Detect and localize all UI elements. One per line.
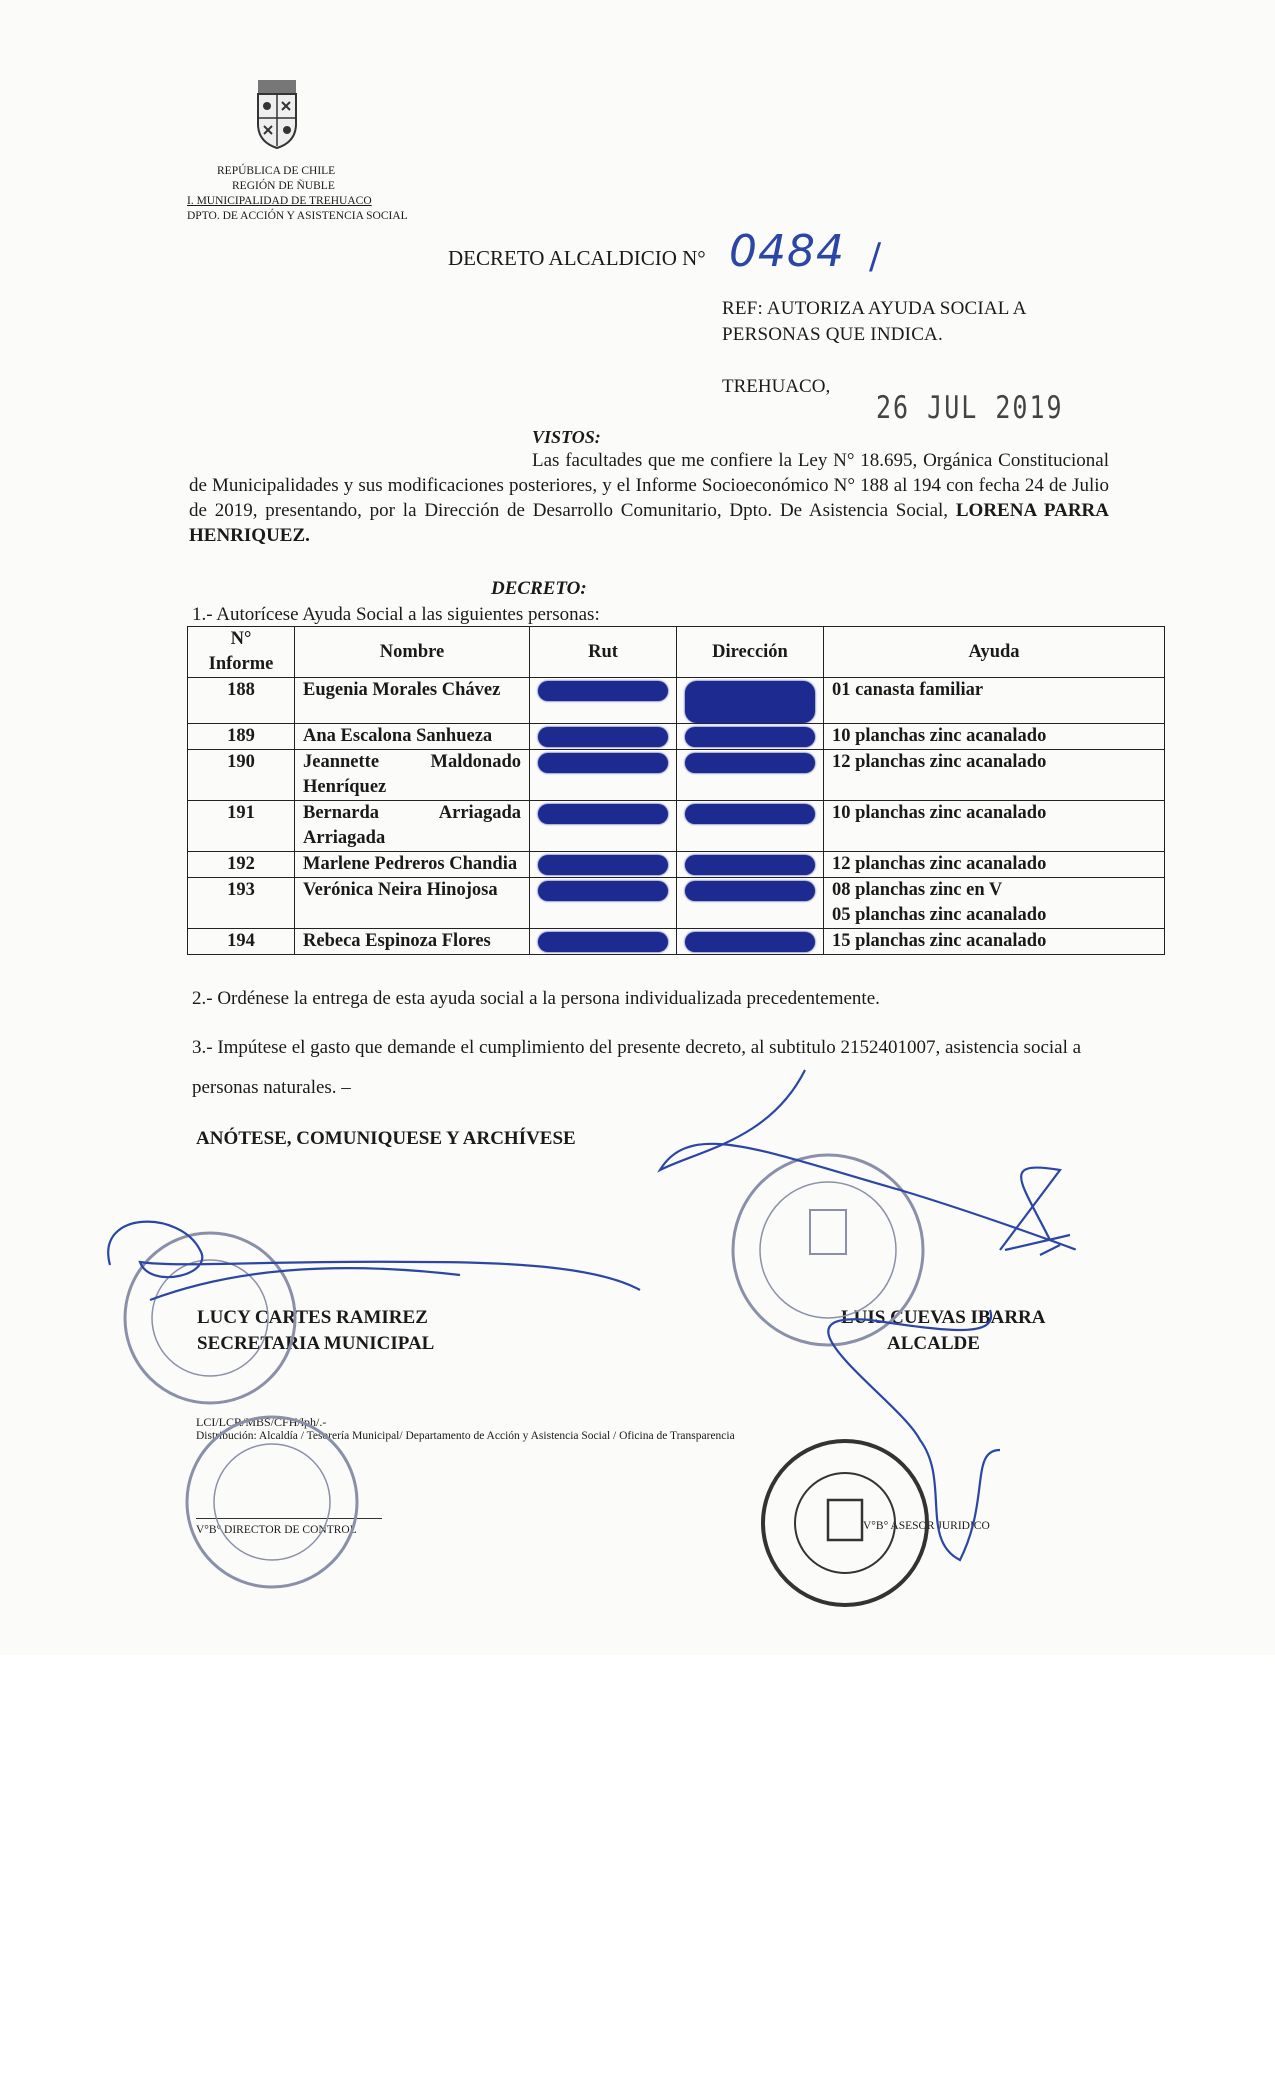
vb-juridico: V°B° ASESOR JURIDICO xyxy=(863,1520,990,1532)
cell-nombre: Jeannette Maldonado Henríquez xyxy=(295,750,530,801)
cell-direccion-redacted xyxy=(677,929,824,955)
cell-rut-redacted xyxy=(530,929,677,955)
cell-informe: 190 xyxy=(188,750,295,801)
vb-control: V°B° DIRECTOR DE CONTROL xyxy=(196,1524,357,1536)
header-region: REGIÓN DE ÑUBLE xyxy=(232,180,335,192)
vistos-responsible-name: LORENA PARRA HENRIQUEZ. xyxy=(189,500,1110,546)
cell-ayuda: 12 planchas zinc acanalado xyxy=(824,852,1165,878)
reference-line-1: REF: AUTORIZA AYUDA SOCIAL A xyxy=(722,298,1027,319)
place-label: TREHUACO, xyxy=(722,376,831,397)
col-header-nombre: Nombre xyxy=(295,627,530,678)
cell-rut-redacted xyxy=(530,878,677,929)
cell-informe: 188 xyxy=(188,678,295,724)
redaction-mark xyxy=(538,753,668,773)
cell-direccion-redacted xyxy=(677,750,824,801)
redaction-mark xyxy=(685,855,815,875)
redaction-mark xyxy=(685,681,815,723)
redaction-mark xyxy=(538,804,668,824)
cell-direccion-redacted xyxy=(677,852,824,878)
signature-secretary xyxy=(197,1305,434,1357)
cell-nombre: Eugenia Morales Chávez xyxy=(295,678,530,724)
cell-direccion-redacted xyxy=(677,724,824,750)
vistos-paragraph xyxy=(189,448,1109,548)
redaction-mark xyxy=(538,855,668,875)
decree-title: DECRETO ALCALDICIO N° xyxy=(448,246,706,270)
table-row xyxy=(188,724,1165,750)
distribution-line: Distribución: Alcaldía / Tesorería Municipal/ Departamento de Acción y Asistencia Social / Oficina de Transparencia xyxy=(196,1430,735,1442)
col-header-direccion: Dirección xyxy=(677,627,824,678)
cell-nombre: Verónica Neira Hinojosa xyxy=(295,878,530,929)
cell-direccion-redacted xyxy=(677,801,824,852)
reference-line-2: PERSONAS QUE INDICA. xyxy=(722,324,943,345)
redaction-mark xyxy=(538,881,668,901)
redaction-mark xyxy=(685,727,815,747)
table-row xyxy=(188,878,1165,929)
cell-informe: 192 xyxy=(188,852,295,878)
header-municipality: I. MUNICIPALIDAD DE TREHUACO xyxy=(187,195,372,207)
aid-table xyxy=(187,626,1165,955)
redaction-mark xyxy=(685,753,815,773)
col-header-rut: Rut xyxy=(530,627,677,678)
vistos-text: Las facultades que me confiere la Ley N° 18.695, Orgánica Constitucional de Municipalidades y sus modificaciones posteriores, y el Informe Socioeconómico N° 188 al 194 con fecha 24 de Julio de 2019, presentando, por la Dirección de Desarrollo Comunitario, Dpto. De Asistencia Social, xyxy=(189,450,1109,521)
cell-informe: 189 xyxy=(188,724,295,750)
decree-number-slash: / xyxy=(869,236,882,277)
cell-ayuda: 12 planchas zinc acanalado xyxy=(824,750,1165,801)
aid-table-header xyxy=(188,627,1165,678)
cell-nombre: Bernarda Arriagada Arriagada xyxy=(295,801,530,852)
cell-rut-redacted xyxy=(530,678,677,724)
redaction-mark xyxy=(685,881,815,901)
decreto-item-3: 3.- Impútese el gasto que demande el cumplimiento del presente decreto, al subtitulo 2152401007, asistencia social a personas naturales. – xyxy=(192,1037,1082,1098)
table-row xyxy=(188,801,1165,852)
col-header-ayuda: Ayuda xyxy=(824,627,1165,678)
cell-ayuda: 15 planchas zinc acanalado xyxy=(824,929,1165,955)
table-row xyxy=(188,929,1165,955)
col-header-informe: N° Informe xyxy=(188,627,295,678)
redaction-mark xyxy=(685,804,815,824)
closing-formula: ANÓTESE, COMUNIQUESE Y ARCHÍVESE xyxy=(196,1128,576,1149)
cell-ayuda: 10 planchas zinc acanalado xyxy=(824,801,1165,852)
cell-informe: 193 xyxy=(188,878,295,929)
table-row xyxy=(188,750,1165,801)
cell-rut-redacted xyxy=(530,750,677,801)
table-row xyxy=(188,852,1165,878)
issuer-header xyxy=(187,164,408,224)
reference-block xyxy=(722,296,1027,348)
redaction-mark xyxy=(538,932,668,952)
cell-informe: 191 xyxy=(188,801,295,852)
mayor-role: ALCALDE xyxy=(887,1333,980,1354)
cell-ayuda: 01 canasta familiar xyxy=(824,678,1165,724)
decreto-heading: DECRETO: xyxy=(491,578,587,599)
coat-of-arms-logo xyxy=(252,78,302,160)
initials-line: LCI/LCR/MBS/CFH/lph/.- xyxy=(196,1415,327,1429)
vistos-heading: VISTOS: xyxy=(532,427,601,447)
redaction-mark xyxy=(538,727,668,747)
cell-direccion-redacted xyxy=(677,878,824,929)
redaction-mark xyxy=(685,932,815,952)
aid-table-body xyxy=(188,678,1165,955)
cell-rut-redacted xyxy=(530,724,677,750)
cell-rut-redacted xyxy=(530,852,677,878)
redaction-mark xyxy=(538,681,668,701)
secretaria-signature xyxy=(108,1222,640,1300)
cell-ayuda: 08 planchas zinc en V 05 planchas zinc acanalado xyxy=(824,878,1165,929)
secretary-name: LUCY CARTES RAMIREZ xyxy=(197,1307,428,1328)
cell-informe: 194 xyxy=(188,929,295,955)
decree-number-handwritten: 0484 xyxy=(729,226,845,277)
cell-nombre: Rebeca Espinoza Flores xyxy=(295,929,530,955)
signature-mayor xyxy=(841,1305,1045,1357)
cell-direccion-redacted xyxy=(677,678,824,724)
cell-ayuda: 10 planchas zinc acanalado xyxy=(824,724,1165,750)
table-row xyxy=(188,678,1165,724)
cell-nombre: Marlene Pedreros Chandia xyxy=(295,852,530,878)
mayor-name: LUIS CUEVAS IBARRA xyxy=(841,1307,1046,1328)
control-stamp xyxy=(187,1417,357,1587)
cell-rut-redacted xyxy=(530,801,677,852)
decreto-item-1: 1.- Autorícese Ayuda Social a las siguientes personas: xyxy=(192,604,600,625)
secretary-role: SECRETARIA MUNICIPAL xyxy=(197,1333,435,1354)
cell-nombre: Ana Escalona Sanhueza xyxy=(295,724,530,750)
header-country: REPÚBLICA DE CHILE xyxy=(217,165,336,177)
decreto-item-2: 2.- Ordénese la entrega de esta ayuda social a la persona individualizada precedentemente. xyxy=(192,988,880,1009)
date-stamp: 26 JUL 2019 xyxy=(876,389,1064,426)
header-department: DPTO. DE ACCIÓN Y ASISTENCIA SOCIAL xyxy=(187,210,408,222)
